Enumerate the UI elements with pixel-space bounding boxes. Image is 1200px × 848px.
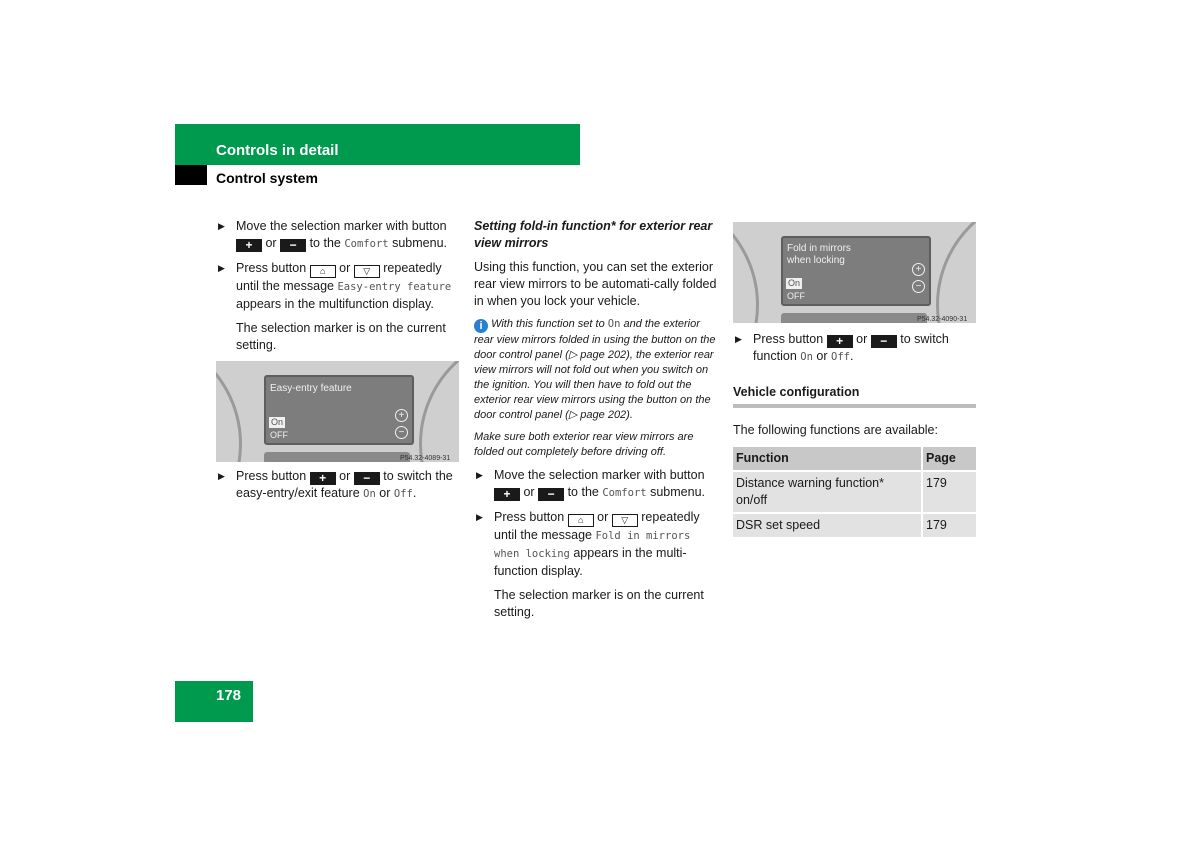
bullet-icon: ▶ <box>735 334 742 344</box>
instruction-step: ▶ Press button + or − to switch function On or Off. <box>735 332 949 363</box>
subsection-title: Control system <box>216 170 318 186</box>
table-row: DSR set speed 179 <box>733 512 976 537</box>
plus-button-icon: + <box>827 335 853 348</box>
section-title: Controls in detail <box>216 142 339 159</box>
result-text: The selection marker is on the current setting. <box>236 321 446 352</box>
down-button-icon: ▽ <box>612 514 638 527</box>
minus-button-icon: − <box>280 239 306 252</box>
plus-button-icon: + <box>494 488 520 501</box>
minus-button-icon: − <box>538 488 564 501</box>
instruction-step: ▶ Move the selection marker with button + or − to the Comfort submenu. <box>218 219 447 252</box>
column-1 <box>216 218 459 510</box>
vehicle-configuration-heading: Vehicle configuration <box>733 384 976 408</box>
column-2 <box>474 218 717 628</box>
instruction-step: ▶ Press button ⌂ or ▽ repeatedly until the message Fold in mirrors when locking appears in the multi-function display. <box>476 510 700 578</box>
display-screen: Fold in mirrors when locking On OFF + − <box>781 236 931 306</box>
multifunction-display-image: Easy-entry feature On OFF + − P54.32-4089-31 <box>216 361 459 462</box>
plus-icon: + <box>395 409 408 422</box>
minus-icon: − <box>395 426 408 439</box>
multifunction-display-image: Fold in mirrors when locking On OFF + − P54.32-4090-31 <box>733 222 976 323</box>
minus-button-icon: − <box>354 472 380 485</box>
gauge-left <box>733 222 759 323</box>
bullet-icon: ▶ <box>476 470 483 480</box>
subheader-marker <box>175 165 207 185</box>
gauge-left <box>216 361 242 462</box>
page-number-badge <box>175 681 253 722</box>
minus-icon: − <box>912 280 925 293</box>
down-button-icon: ▽ <box>354 265 380 278</box>
bullet-icon: ▶ <box>476 512 483 522</box>
bullet-icon: ▶ <box>218 471 225 481</box>
instruction-step: ▶ Press button + or − to switch the easy-entry/exit feature On or Off. <box>218 469 453 500</box>
plus-button-icon: + <box>310 472 336 485</box>
minus-button-icon: − <box>871 335 897 348</box>
gauge-right <box>419 361 459 462</box>
info-note: i With this function set to On and the exterior rear view mirrors folded in using the button on the door control panel (▷ page 202), the exterior rear view mirrors will not fold out when you switch on the ignition. You will then have to fold out the exterior rear view mirrors using the button on the door control panel (▷ page 202). <box>474 318 716 421</box>
section-heading: Setting fold-in function* for exterior rear view mirrors <box>474 219 713 250</box>
result-text: The selection marker is on the current setting. <box>494 588 704 619</box>
gauge-right <box>936 222 976 323</box>
table-row: Distance warning function* on/off 179 <box>733 470 976 512</box>
warning-note: Make sure both exterior rear view mirrors are folded out completely before driving off. <box>474 431 694 458</box>
plus-button-icon: + <box>236 239 262 252</box>
up-button-icon: ⌂ <box>310 265 336 278</box>
bullet-icon: ▶ <box>218 221 225 231</box>
display-screen: Easy-entry feature On OFF + − <box>264 375 414 445</box>
intro-text: The following functions are available: <box>733 423 938 437</box>
up-button-icon: ⌂ <box>568 514 594 527</box>
functions-table <box>733 447 976 537</box>
column-3 <box>733 222 976 537</box>
table-header-row: Function Page <box>733 447 976 470</box>
info-icon: i <box>474 319 488 333</box>
page-number: 178 <box>216 687 242 704</box>
intro-text: Using this function, you can set the exterior rear view mirrors to be automati-cally folded in when you lock your vehicle. <box>474 260 717 308</box>
instruction-step: ▶ Press button ⌂ or ▽ repeatedly until the message Easy-entry feature appears in the multifunction display. <box>218 261 452 311</box>
plus-icon: + <box>912 263 925 276</box>
instruction-step: ▶ Move the selection marker with button + or − to the Comfort submenu. <box>476 468 705 501</box>
bullet-icon: ▶ <box>218 263 225 273</box>
